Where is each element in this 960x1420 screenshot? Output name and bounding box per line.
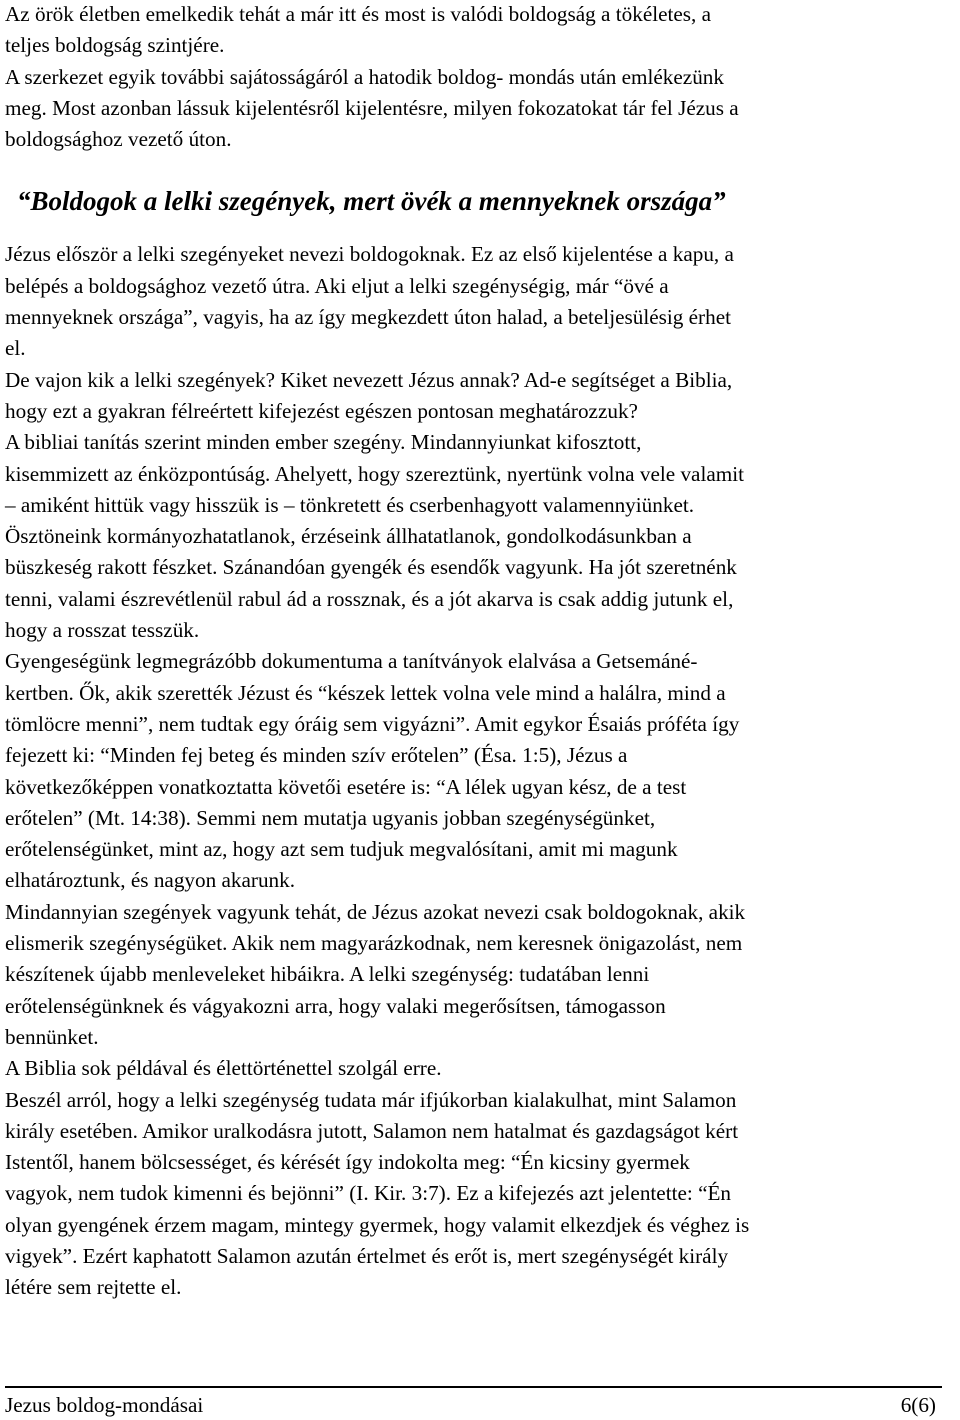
footer-title: Jezus boldog-mondásai [5,1393,204,1417]
section-heading: “Boldogok a lelki szegények, mert övék a mennyeknek országa” [17,186,726,217]
page-number: 6(6) [900,1393,936,1417]
page-footer [5,1386,942,1417]
body-text: Jézus először a lelki szegényeket nevezi boldogoknak. Ez az első kijelentése a kapu, a belépés a boldogsághoz vezető útra. Aki eljut a lelki szegénységig, már “övé a mennyeknek országa”, vagyis, ha az így megkezdett úton halad, a beteljesülésig érhet el. De vajon kik a lelki szegények? Kiket nevezett Jézus annak? Ad-e segítséget a Biblia, hogy ezt a gyakran félreértett kifejezést egészen pontosan meghatározzuk? A bibliai tanítás szerint minden ember szegény. Mindannyiunkat kifosztott, kisemmizett az énközpontúság. Ahelyett, hogy szereztünk, nyertünk volna vele valamit – amiként hittük vagy hisszük is – tönkretett és cserbenhagyott valamennyiünket. Ösztöneink kormányozhatatlanok, érzéseink állhatatlanok, gondolkodásunkban a büszkeség rakott fészket. Szánandóan gyengék és esendők vagyunk. Ha jót szeretnénk tenni, valami észrevétlenül rabul ád a rossznak, és a jót akarva is csak addig jutunk el, hogy a rosszat tesszük. Gyengeségünk legmegrázóbb dokumentuma a tanítványok elalvása a Getsemáné- kertben. Ők, akik szerették Jézust és “készek lettek volna vele mind a halálra, mind a tömlöcre menni”, nem tudtak egy óráig sem vigyázni”. Amit egykor Ésaiás próféta így fejezett ki: “Minden fej beteg és minden szív erőtelen” (Ésa. 1:5), Jézus a következőképpen vonatkoztatta követői esetére is: “A lélek ugyan kész, de a test erőtelen” (Mt. 14:38). Semmi nem mutatja ugyanis jobban szegénységünket, erőtelenségünket, mint az, hogy azt sem tudjuk megvalósítani, amit mi magunk elhatároztunk, és nagyon akarunk. Mindannyian szegények vagyunk tehát, de Jézus azokat nevezi csak boldogoknak, akik elismerik szegénységüket. Akik nem magyarázkodnak, nem keresnek önigazolást, nem készítenek újabb menleveleket hibáikra. A lelki szegénység: tudatában lenni erőtelenségünknek és vágyakozni arra, hogy valaki megerősítsen, támogasson bennünket. A Biblia sok példával és élettörténettel szolgál erre. Beszél arról, hogy a lelki szegénység tudata már ifjúkorban kialakulhat, mint Salamon király esetében. Amikor uralkodásra jutott, Salamon nem hatalmat és gazdagságot kért Istentől, hanem bölcsességet, és kérését így indokolta meg: “Én kicsiny gyermek vagyok, nem tudok kimenni és bejönni” (I. Kir. 3:7). Ez a kifejezés azt jelentette: “Én olyan gyengének érzem magam, mintegy gyermek, hogy valamit elkezdjek és véghez is vigyek”. Ezért kaphatott Salamon azután értelmet és erőt is, mert szegénységét király létére sem rejtette el. [5,242,750,1300]
intro-paragraph: Az örök életben emelkedik tehát a már itt és most is valódi boldogság a tökéletes, a teljes boldogság szintjére. A szerkezet egyik további sajátosságáról a hatodik boldog- mondás után emlékezünk meg. Most azonban lássuk kijelentésről kijelentésre, milyen fokozatokat tár fel Jézus a boldogsághoz vezető úton. [5,2,739,152]
document-page [5,0,953,1304]
